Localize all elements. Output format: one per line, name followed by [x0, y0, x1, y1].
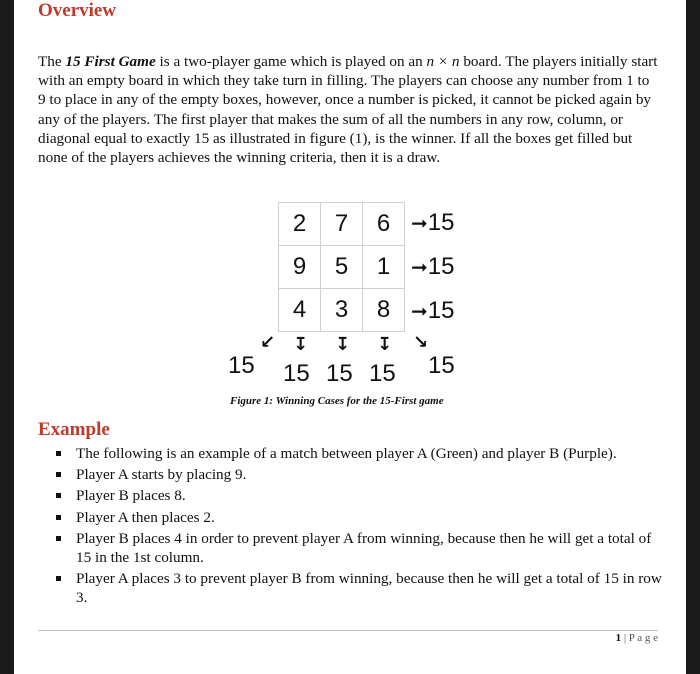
overview-heading: Overview — [38, 0, 117, 21]
bullet-icon — [56, 576, 61, 581]
grid-cell: 6 — [363, 203, 405, 246]
bullet-icon — [56, 472, 61, 477]
grid-cell: 3 — [321, 289, 363, 332]
bullet-icon — [56, 493, 61, 498]
example-list — [54, 444, 666, 610]
game-name: 15 First Game — [65, 53, 156, 70]
down-right-arrow-icon: ↘ — [413, 332, 429, 353]
grid-cell: 5 — [321, 246, 363, 289]
footer-separator: | — [621, 632, 629, 644]
grid-cell: 2 — [279, 203, 321, 246]
bullet-icon — [56, 451, 61, 456]
down-left-arrow-icon: ↙ — [260, 332, 276, 353]
list-item — [54, 569, 666, 607]
row-sum-value: 15 — [427, 253, 455, 280]
magic-square-grid — [278, 202, 405, 332]
footer-divider — [38, 630, 658, 631]
intro-text-2: is a two-player game which is played on an — [155, 53, 427, 70]
diagonal-right-sum: 15 — [428, 352, 455, 379]
list-item-text: Player B places 8. — [76, 487, 186, 505]
right-arrow-icon: ➞ — [411, 301, 428, 323]
intro-paragraph — [38, 52, 658, 167]
board-size: n × n — [426, 53, 460, 70]
grid-cell: 8 — [363, 289, 405, 332]
right-arrow-icon: ➞ — [411, 213, 428, 235]
down-arrow-icon: ↧ — [377, 334, 393, 355]
row-sum-1 — [411, 209, 454, 237]
bullet-icon — [56, 515, 61, 520]
example-heading: Example — [38, 419, 110, 440]
row-sum-2 — [411, 253, 454, 281]
bullet-icon — [56, 536, 61, 541]
list-item-text: Player B places 4 in order to prevent player A from winning, because then he will get a total of 15 in the 1st column. — [76, 529, 652, 567]
figure-caption: Figure 1: Winning Cases for the 15-First game — [230, 395, 444, 407]
list-item-text: Player A places 3 to prevent player B from winning, because then he will get a total of 15 in row 3. — [76, 570, 662, 607]
list-item — [54, 529, 666, 567]
intro-text-1: The — [38, 53, 66, 70]
down-arrow-icon: ↧ — [335, 334, 351, 355]
column-sum-3: 15 — [369, 360, 396, 387]
list-item-text: Player A starts by placing 9. — [76, 466, 247, 484]
list-item — [54, 508, 666, 527]
column-sum-1: 15 — [283, 360, 310, 387]
row-sum-value: 15 — [427, 297, 455, 324]
page-number: 1 — [615, 632, 622, 644]
list-item — [54, 486, 666, 505]
column-sum-2: 15 — [326, 360, 353, 387]
grid-cell: 1 — [363, 246, 405, 289]
list-item-text: Player A then places 2. — [76, 508, 215, 526]
list-item-text: The following is an example of a match between player A (Green) and player B (Purple). — [76, 445, 617, 462]
grid-cell: 4 — [279, 289, 321, 332]
page-footer — [616, 632, 658, 644]
grid-cell: 7 — [321, 203, 363, 246]
row-sum-value: 15 — [427, 209, 455, 236]
page-label: P a g e — [628, 632, 658, 644]
row-sum-3 — [411, 297, 454, 325]
diagonal-left-sum: 15 — [228, 352, 255, 379]
intro-text-3: board. The players initially start with an empty board in which they take turn in filling. The players can choose any number from 1 to 9 to place in any of the empty boxes, however, once a number is picked, it cannot be picked again by any of the players. The first player that makes the sum of all the numbers in any row, column, or diagonal equal to exactly 15 as illustrated in figure (1), is the winner. If all the boxes get filled but none of the players achieves the winning criteria, then it is a draw. — [38, 53, 658, 167]
down-arrow-icon: ↧ — [293, 334, 309, 355]
right-arrow-icon: ➞ — [411, 257, 428, 279]
list-item — [54, 465, 666, 484]
document-page — [14, 0, 686, 674]
list-item — [54, 444, 666, 463]
grid-cell: 9 — [279, 246, 321, 289]
